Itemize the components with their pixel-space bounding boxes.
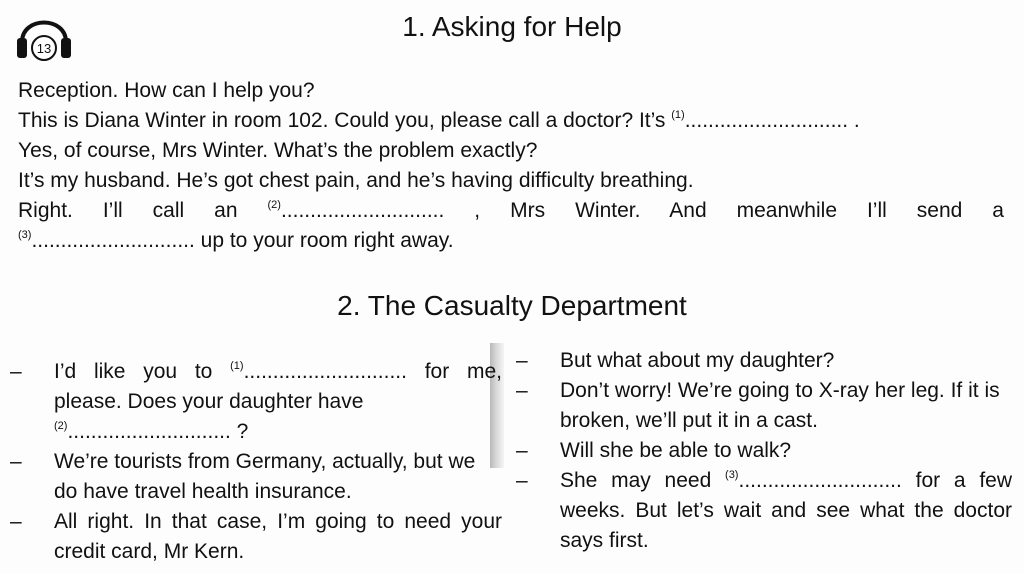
track-number: 13 [36, 41, 52, 56]
gap-number: (3) [725, 469, 739, 481]
dialogue-line: Reception. How can I help you? [18, 79, 315, 102]
list-item: – All right. In that case, I’m going to need your credit card, Mr Kern. [10, 510, 502, 563]
gap-blank: ............................ . [684, 109, 860, 132]
dialogue-right-column [516, 346, 1012, 556]
gap-number: (2) [54, 420, 68, 432]
dialogue-line: $^{(3)}$............................ up to your room right away. [18, 229, 454, 252]
dialogue-line: This is Diana Winter in room 102. Could you, please call a doctor? It’s $^{(1)}$............................ . [18, 109, 860, 132]
list-item: – But what about my daughter? [516, 349, 835, 372]
gap-number: (3) [18, 229, 32, 241]
gap-number: (1) [230, 360, 244, 372]
list-item: – Don’t worry! We’re going to X-ray her leg. If it is broken, we’ll put it in a cast. [516, 379, 1000, 432]
dialogue-line: It’s my husband. He’s got chest pain, and he’s having difficulty breathing. [18, 169, 694, 192]
list-item: – I’d like you to $^{(1)}$............................ for me, please. Does your daughter have $^{(2)}$............................ ? [10, 360, 502, 443]
dialogue-asking-for-help [18, 76, 1004, 256]
dialogue-line: Right. I’ll call an $^{(2)}$............................ , Mrs Winter. And meanwhile I’ll send a [18, 199, 1004, 222]
dialogue-left-column [10, 357, 502, 567]
list-item: – We’re tourists from Germany, actually, but we do have travel health insurance. [10, 450, 476, 503]
gap-number: (1) [671, 109, 685, 121]
gap-number: (2) [267, 199, 281, 211]
section2-title: 2. The Casualty Department [337, 290, 687, 321]
section1-title: 1. Asking for Help [402, 11, 622, 42]
list-item: – She may need $^{(3)}$............................ for a few weeks. But let’s wait and see what the doctor says first. [516, 469, 1012, 552]
list-item: – Will she be able to walk? [516, 439, 792, 462]
dialogue-line: Yes, of course, Mrs Winter. What’s the problem exactly? [18, 139, 538, 162]
